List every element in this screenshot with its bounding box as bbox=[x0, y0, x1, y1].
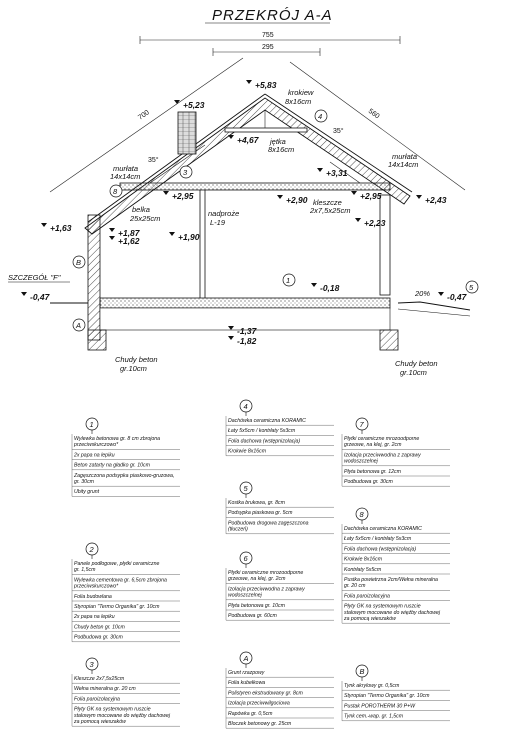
legend-row: Krokwie 8x16cm bbox=[344, 556, 383, 563]
level-arrow bbox=[438, 292, 444, 296]
chimney bbox=[178, 112, 196, 154]
svg-text:2: 2 bbox=[89, 545, 94, 554]
belka-size: 25x25cm bbox=[130, 214, 161, 223]
legend-row: grzeowe, na klej, gr. 2cm bbox=[344, 442, 402, 449]
level-arrow bbox=[163, 191, 169, 195]
legend-6 bbox=[226, 552, 334, 620]
legend-row: Podbudowa gr. 60cm bbox=[228, 613, 277, 619]
legend-row: Pustka powietrzna 2cm/Wełna mineralna bbox=[344, 577, 438, 583]
chudy-left-label: Chudy beton bbox=[115, 355, 158, 364]
level-found-2: -1,82 bbox=[237, 336, 257, 346]
nadproze-size: L-19 bbox=[210, 218, 226, 227]
legend-row: stalowym mocowane do więźby dachowej bbox=[344, 609, 441, 616]
material-legends bbox=[72, 400, 450, 728]
level-eave-left: +1,63 bbox=[50, 223, 72, 233]
legend-row: Płyty GK na systemowym ruszcie bbox=[74, 706, 151, 713]
svg-text:6: 6 bbox=[243, 554, 248, 563]
kleszcze-size: 2x7,5x25cm bbox=[310, 206, 351, 215]
level-lintel-bot: +1,62 bbox=[118, 236, 140, 246]
legend-row: Płytki ceramiczne mrozoodporne bbox=[228, 570, 304, 576]
level-arrow bbox=[169, 232, 175, 236]
legend-row: Krokwie 8x16cm bbox=[228, 448, 267, 455]
legend-row: wodoszczelnej bbox=[344, 458, 378, 465]
legend-row: za pomocą wieszaków bbox=[344, 616, 396, 622]
legend-row: Beton zatarty na gładko gr. 10cm bbox=[74, 462, 150, 469]
marker-1 bbox=[283, 274, 295, 286]
legend-row: gr. 20 cm bbox=[344, 583, 366, 590]
foundation-right bbox=[380, 330, 398, 350]
legend-row: Kleszcze 2x7,5x25cm bbox=[74, 676, 125, 682]
legend-row: Grunt rzazpowy bbox=[228, 670, 265, 676]
dimension-overall bbox=[140, 32, 400, 44]
legend-row: wodoszczelnej bbox=[228, 592, 262, 599]
slope-percent: 20% bbox=[415, 289, 431, 298]
svg-text:1: 1 bbox=[89, 420, 94, 429]
level-arrow bbox=[228, 135, 234, 139]
murlata-left-label: murłata bbox=[113, 164, 139, 173]
legend-row: Dachówka ceramiczna KORAMIC bbox=[344, 526, 422, 532]
legend-row: Podbudowa gr. 30cm bbox=[344, 479, 393, 485]
marker-4 bbox=[315, 110, 327, 122]
legend-row: Płyta betonowa gr. 10cm bbox=[228, 602, 285, 609]
jetka-label: jętka bbox=[270, 137, 286, 146]
legend-row: Łaty 5x5cm / kontrłaty 5x3cm bbox=[344, 536, 412, 543]
legend-row: Izolacja przeciwwodna z zaprawy bbox=[344, 452, 421, 459]
legend-row: Zagęszczona podsypka piaskowo-gruzowa, bbox=[74, 472, 175, 479]
ceiling-slab bbox=[120, 183, 390, 190]
svg-text:B: B bbox=[359, 667, 365, 676]
legend-7 bbox=[342, 418, 450, 486]
marker-8 bbox=[110, 185, 122, 197]
legend-row: stalowym mocowane do więźby dachowej bbox=[74, 712, 171, 719]
svg-text:4: 4 bbox=[243, 402, 248, 411]
legend-row: Tynk akrylowy gr. 0,5cm bbox=[344, 683, 400, 689]
level-chimney: +5,23 bbox=[183, 100, 205, 110]
foundation-left bbox=[88, 330, 106, 350]
level-arrow bbox=[351, 191, 357, 195]
legend-row: za pomocą wieszaków bbox=[74, 719, 126, 725]
level-eave-right: +2,43 bbox=[425, 195, 447, 205]
legend-row: Kontrłaty 5x5cm bbox=[344, 566, 382, 573]
level-arrow bbox=[174, 100, 180, 104]
legend-1 bbox=[72, 418, 180, 496]
legend-row: Styropian "Termo Organika" gr. 10cm bbox=[344, 693, 430, 700]
level-collar: +4,67 bbox=[237, 135, 259, 145]
legend-a bbox=[226, 652, 334, 728]
chudy-right-size: gr.10cm bbox=[400, 368, 427, 377]
legend-b bbox=[342, 665, 450, 721]
svg-text:4: 4 bbox=[318, 112, 323, 121]
legend-row: Kostka brukowa, gr. 8cm bbox=[228, 500, 285, 506]
svg-text:7: 7 bbox=[359, 420, 364, 429]
murlata-right-label: murłata bbox=[392, 152, 418, 161]
legend-row: Bloczek betonowy gr. 25cm bbox=[228, 721, 292, 727]
szczegol-label: SZCZEGÓŁ "F" bbox=[8, 273, 61, 282]
dimension-overall-text: 755 bbox=[262, 32, 274, 39]
level-floor: -0,18 bbox=[320, 283, 340, 293]
krokiew-size: 8x16cm bbox=[285, 97, 312, 106]
level-arrow bbox=[416, 195, 422, 199]
jetka-size: 8x16cm bbox=[268, 145, 295, 154]
legend-row: Wylewka betonowa gr. 8 cm zbrojona bbox=[74, 436, 161, 442]
legend-8 bbox=[342, 508, 450, 623]
legend-row: Chudy beton gr. 10cm bbox=[74, 624, 125, 631]
level-wall-left: +2,95 bbox=[172, 191, 194, 201]
wall-left bbox=[88, 215, 100, 340]
level-arrow bbox=[311, 283, 317, 287]
legend-5 bbox=[226, 482, 334, 534]
legend-4 bbox=[226, 400, 334, 456]
legend-row: 2x papa na lepiku bbox=[74, 452, 115, 459]
legend-row: Podbudowa drogowa zagęszczona bbox=[228, 520, 309, 527]
level-ceiling: +3,31 bbox=[326, 168, 348, 178]
legend-row: Łaty 5x5cm / kontrłaty 5x3cm bbox=[228, 428, 296, 435]
legend-row: Pustak POROTHERM 30 P+W bbox=[344, 703, 416, 710]
angle-right: 35° bbox=[333, 128, 344, 135]
wall-right bbox=[380, 195, 390, 295]
dimension-inner-text: 295 bbox=[262, 44, 274, 51]
chudy-left-size: gr.10cm bbox=[120, 364, 147, 373]
legend-row: Izolacja przeciwwodna z zaprawy bbox=[228, 586, 305, 593]
legend-row: Dachówka ceramiczna KORAMIC bbox=[228, 418, 306, 424]
legend-row: przeciwskurczowo* bbox=[74, 583, 119, 590]
legend-row: Płyty GK na systemowym ruszcie bbox=[344, 603, 421, 610]
legend-row: Folia paroizolacyjna bbox=[74, 696, 120, 703]
legend-row: Płytki ceramiczne mrozoodporne bbox=[344, 436, 420, 442]
level-arrow bbox=[355, 218, 361, 222]
legend-row: Polistyren ekstrudowany gr. 8cm bbox=[228, 690, 303, 697]
svg-text:8: 8 bbox=[113, 187, 118, 196]
svg-text:5: 5 bbox=[243, 484, 248, 493]
legend-row: Folia kubełkowa bbox=[228, 680, 266, 687]
level-arrow bbox=[228, 336, 234, 340]
legend-row: grzeowe, na klej, gr. 2cm bbox=[228, 576, 286, 583]
marker-b bbox=[73, 256, 85, 268]
belka-label: belka bbox=[132, 205, 150, 214]
level-ridge: +5,83 bbox=[255, 80, 277, 90]
level-wall-right: +2,95 bbox=[360, 191, 382, 201]
level-arrow bbox=[109, 228, 115, 232]
angle-left: 35° bbox=[148, 157, 159, 164]
svg-text:1: 1 bbox=[286, 276, 291, 285]
level-window-top: +1,90 bbox=[178, 232, 200, 242]
legend-row: (tłuczeń) bbox=[228, 526, 248, 533]
marker-3 bbox=[180, 166, 192, 178]
svg-text:5: 5 bbox=[469, 283, 474, 292]
level-ground-right: -0,47 bbox=[447, 292, 467, 302]
legend-row: Tynk cem.-wap. gr. 1,5cm bbox=[344, 713, 404, 720]
legend-row: gr. 1,5cm bbox=[74, 567, 96, 574]
nadproze-label: nadproże bbox=[208, 209, 240, 218]
marker-a bbox=[73, 319, 85, 331]
level-arrow bbox=[277, 195, 283, 199]
legend-row: Folia dachowa (wstępnizolacja) bbox=[228, 438, 301, 445]
legend-row: gr. 30cm bbox=[74, 479, 94, 485]
collar-beam bbox=[225, 128, 307, 132]
level-tie: +2,90 bbox=[286, 195, 308, 205]
svg-text:B: B bbox=[76, 258, 82, 267]
floor-slab bbox=[100, 298, 390, 308]
legend-row: 2x papa na lepiku bbox=[74, 614, 115, 621]
ground-right bbox=[398, 302, 470, 310]
legend-row: Izolacja przeciwwilgociowa bbox=[228, 700, 290, 707]
legend-2 bbox=[72, 543, 180, 642]
krokiew-label: krokiew bbox=[288, 88, 314, 97]
legend-row: Podbudowa gr. 30cm bbox=[74, 634, 123, 641]
dimension-inner bbox=[213, 44, 320, 56]
legend-row: Folia budowlana bbox=[74, 593, 112, 600]
level-lintel-top: +1,87 bbox=[118, 228, 140, 238]
svg-text:8: 8 bbox=[359, 510, 364, 519]
marker-5 bbox=[466, 281, 478, 293]
level-ground-left: -0,47 bbox=[30, 292, 50, 302]
level-found-1: -1,37 bbox=[237, 326, 257, 336]
kleszcze-label: kleszcze bbox=[313, 198, 342, 207]
legend-row: przeciwskurczowo* bbox=[74, 442, 119, 449]
svg-text:A: A bbox=[76, 321, 82, 330]
legend-row: Styropian "Termo Organika" gr. 10cm bbox=[74, 604, 160, 610]
svg-text:3: 3 bbox=[183, 168, 188, 177]
legend-row: Folia dachowa (wstępnizolacja) bbox=[344, 546, 417, 553]
murlata-left-size: 14x14cm bbox=[110, 172, 141, 181]
level-arrow bbox=[21, 292, 27, 296]
legend-row: Podsypka piaskowa gr. 5cm bbox=[228, 510, 293, 517]
level-arrow bbox=[109, 236, 115, 240]
drawing-title: PRZEKRÓJ A-A bbox=[212, 7, 333, 24]
legend-row: Wylewka cementowa gr. 6,5cm zbrojona bbox=[74, 577, 167, 584]
legend-row: Płyta betonowa gr. 12cm bbox=[344, 468, 401, 475]
legend-row: Wełna mineralna gr. 20 cm bbox=[74, 686, 136, 693]
legend-row: Folia paroizolacyjna bbox=[344, 593, 390, 600]
legend-row: Ubity grunt bbox=[74, 489, 100, 496]
level-window-right: +2,23 bbox=[364, 218, 386, 228]
svg-text:3: 3 bbox=[89, 660, 94, 669]
level-arrow bbox=[246, 80, 252, 84]
level-arrow bbox=[317, 168, 323, 172]
dimension-left-slope-text: 700 bbox=[137, 109, 151, 122]
dimension-right-slope-text: 560 bbox=[366, 107, 381, 121]
svg-text:A: A bbox=[243, 654, 249, 663]
legend-row: Rapówka gr. 0,5cm bbox=[228, 710, 273, 717]
legend-3 bbox=[72, 658, 180, 726]
legend-row: Panele podłogowe, płytki ceramiczne bbox=[74, 561, 160, 567]
murlata-right-size: 14x14cm bbox=[388, 160, 419, 169]
chudy-right-label: Chudy beton bbox=[395, 359, 438, 368]
level-arrow bbox=[41, 223, 47, 227]
dimension-right-slope bbox=[290, 62, 465, 190]
dimension-left-slope bbox=[50, 58, 243, 192]
